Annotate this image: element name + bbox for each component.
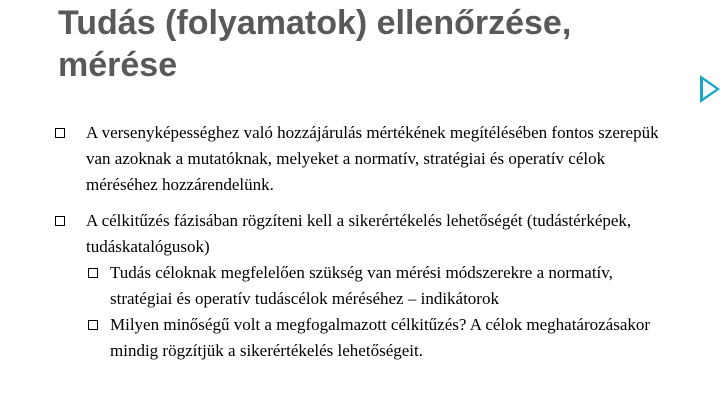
sub-bullet-text: Tudás céloknak megfelelően szükség van mérési módszerekre a normatív, stratégiai és operatív tudáscélok méréséhez – indikátorok — [110, 263, 613, 308]
bullet-item-2 — [52, 208, 672, 364]
square-sub-bullet-icon — [88, 268, 98, 278]
slide-title-line-2: mérése — [58, 46, 178, 84]
slide-title — [58, 2, 678, 86]
bullet-list — [52, 120, 672, 364]
slide-title-line-1: Tudás (folyamatok) ellenőrzése, — [58, 4, 572, 42]
square-bullet-icon — [55, 216, 65, 226]
bullet-item-text: A célkitűzés fázisában rögzíteni kell a sikerértékelés lehetőségét (tudástérképek, tudáskatalógusok) — [86, 211, 632, 256]
square-bullet-icon — [55, 128, 65, 138]
square-sub-bullet-icon — [88, 320, 98, 330]
bullet-item-1 — [52, 120, 672, 198]
triangle-arrow-icon-inner — [703, 80, 716, 98]
sub-bullet-item-1 — [86, 260, 672, 312]
sub-bullet-item-2 — [86, 312, 672, 364]
bullet-item-text: A versenyképességhez való hozzájárulás mértékének megítélésében fontos szerepük van azoknak a mutatóknak, melyeket a normatív, stratégiai és operatív célok méréséhez hozzárendelünk. — [86, 123, 659, 194]
sub-bullet-text: Milyen minőségű volt a megfogalmazott célkitűzés? A célok meghatározásakor mindig rögzítjük a sikerértékelés lehetőségeit. — [110, 315, 651, 360]
